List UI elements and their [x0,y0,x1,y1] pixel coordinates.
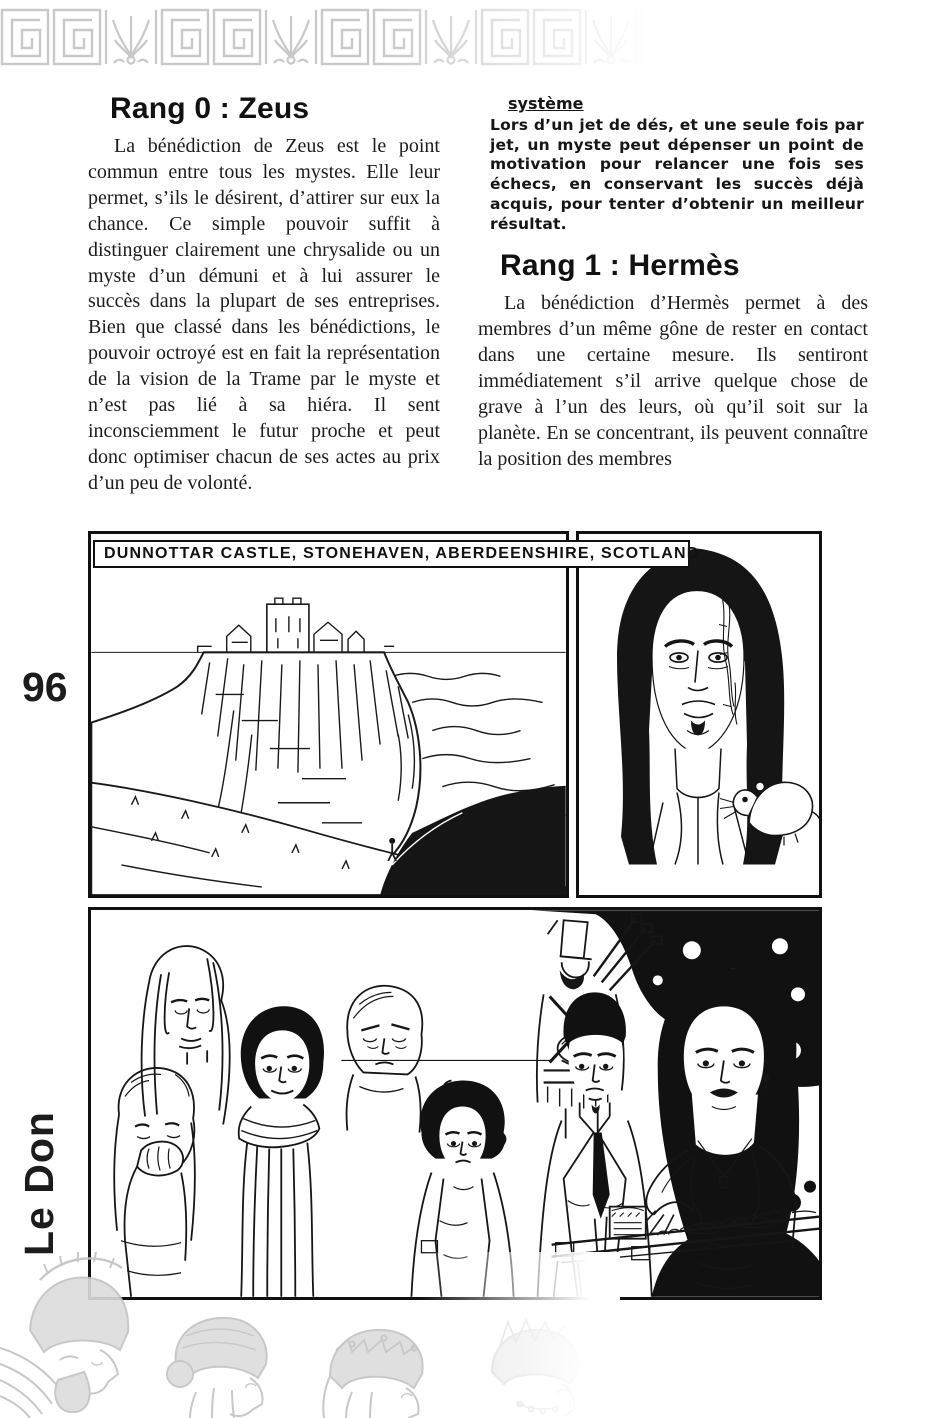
castle-drawing [91,534,566,895]
panel-portrait [576,531,822,898]
left-text-column [88,92,440,497]
comic-caption-box [93,540,700,568]
rang0-paragraph: La bénédiction de Zeus est le point commun entre tous les mystes. Elle leur permet, s’ils le désirent, d’attirer sur eux la chance. Ce simple pouvoir suffit à distinguer clairement une chrysalide ou un myste d’un démuni et à lui assurer le succès dans la plupart de ses entreprises. Bien que classé dans les bénédictions, le pouvoir octroyé est en fait la représentation de la vision de la Trame par le myste et n’est pas lié à sa hiéra. Il sent inconsciemment le futur proche et peut donc optimiser chacun de ses actes au prix d’un peu de volonté. [88,135,440,494]
system-sidebar-title: système [508,94,584,113]
frieze-fade [420,1252,620,1418]
rang1-paragraph: La bénédiction d’Hermès permet à des membres d’un même gône de rester en contact dans une certaine mesure. Ils sentiront immédiatement s’il arrive quelque chose de grave à l’un des leurs, où qu’il soit sur la planète. En se concentrant, ils peuvent connaître la position des membres [478,292,868,470]
blonde-woman [142,946,230,1124]
greek-border-ornament [0,6,710,68]
chapter-side-label: Le Don [16,1111,62,1256]
heading-rang1: Rang 1 : Hermès [500,249,740,283]
panel-castle [88,531,569,898]
portrait-drawing [579,534,819,895]
system-sidebar-text: Lors d’un jet de dés, et une seule fois par jet, un myste peut dépenser un point de motivation pour relancer une fois ses échecs, en conservant les succès déjà acquis, pour tenter d’obtenir un meilleur résultat. [490,116,864,233]
comic-illustration [88,531,822,1300]
panel-group [88,907,822,1300]
worried-woman [347,986,423,1133]
greek-frieze-ornament [0,1252,620,1418]
group-drawing [91,910,819,1297]
ornament-fade [380,6,710,68]
page-number: 96 [22,664,68,710]
system-sidebar [490,94,864,234]
heading-rang0: Rang 0 : Zeus [110,92,310,125]
right-text-column [478,94,868,473]
comic-caption-text: DUNNOTTAR CASTLE, STONEHAVEN, ABERDEENSHIRE, SCOTLAND [104,545,700,562]
